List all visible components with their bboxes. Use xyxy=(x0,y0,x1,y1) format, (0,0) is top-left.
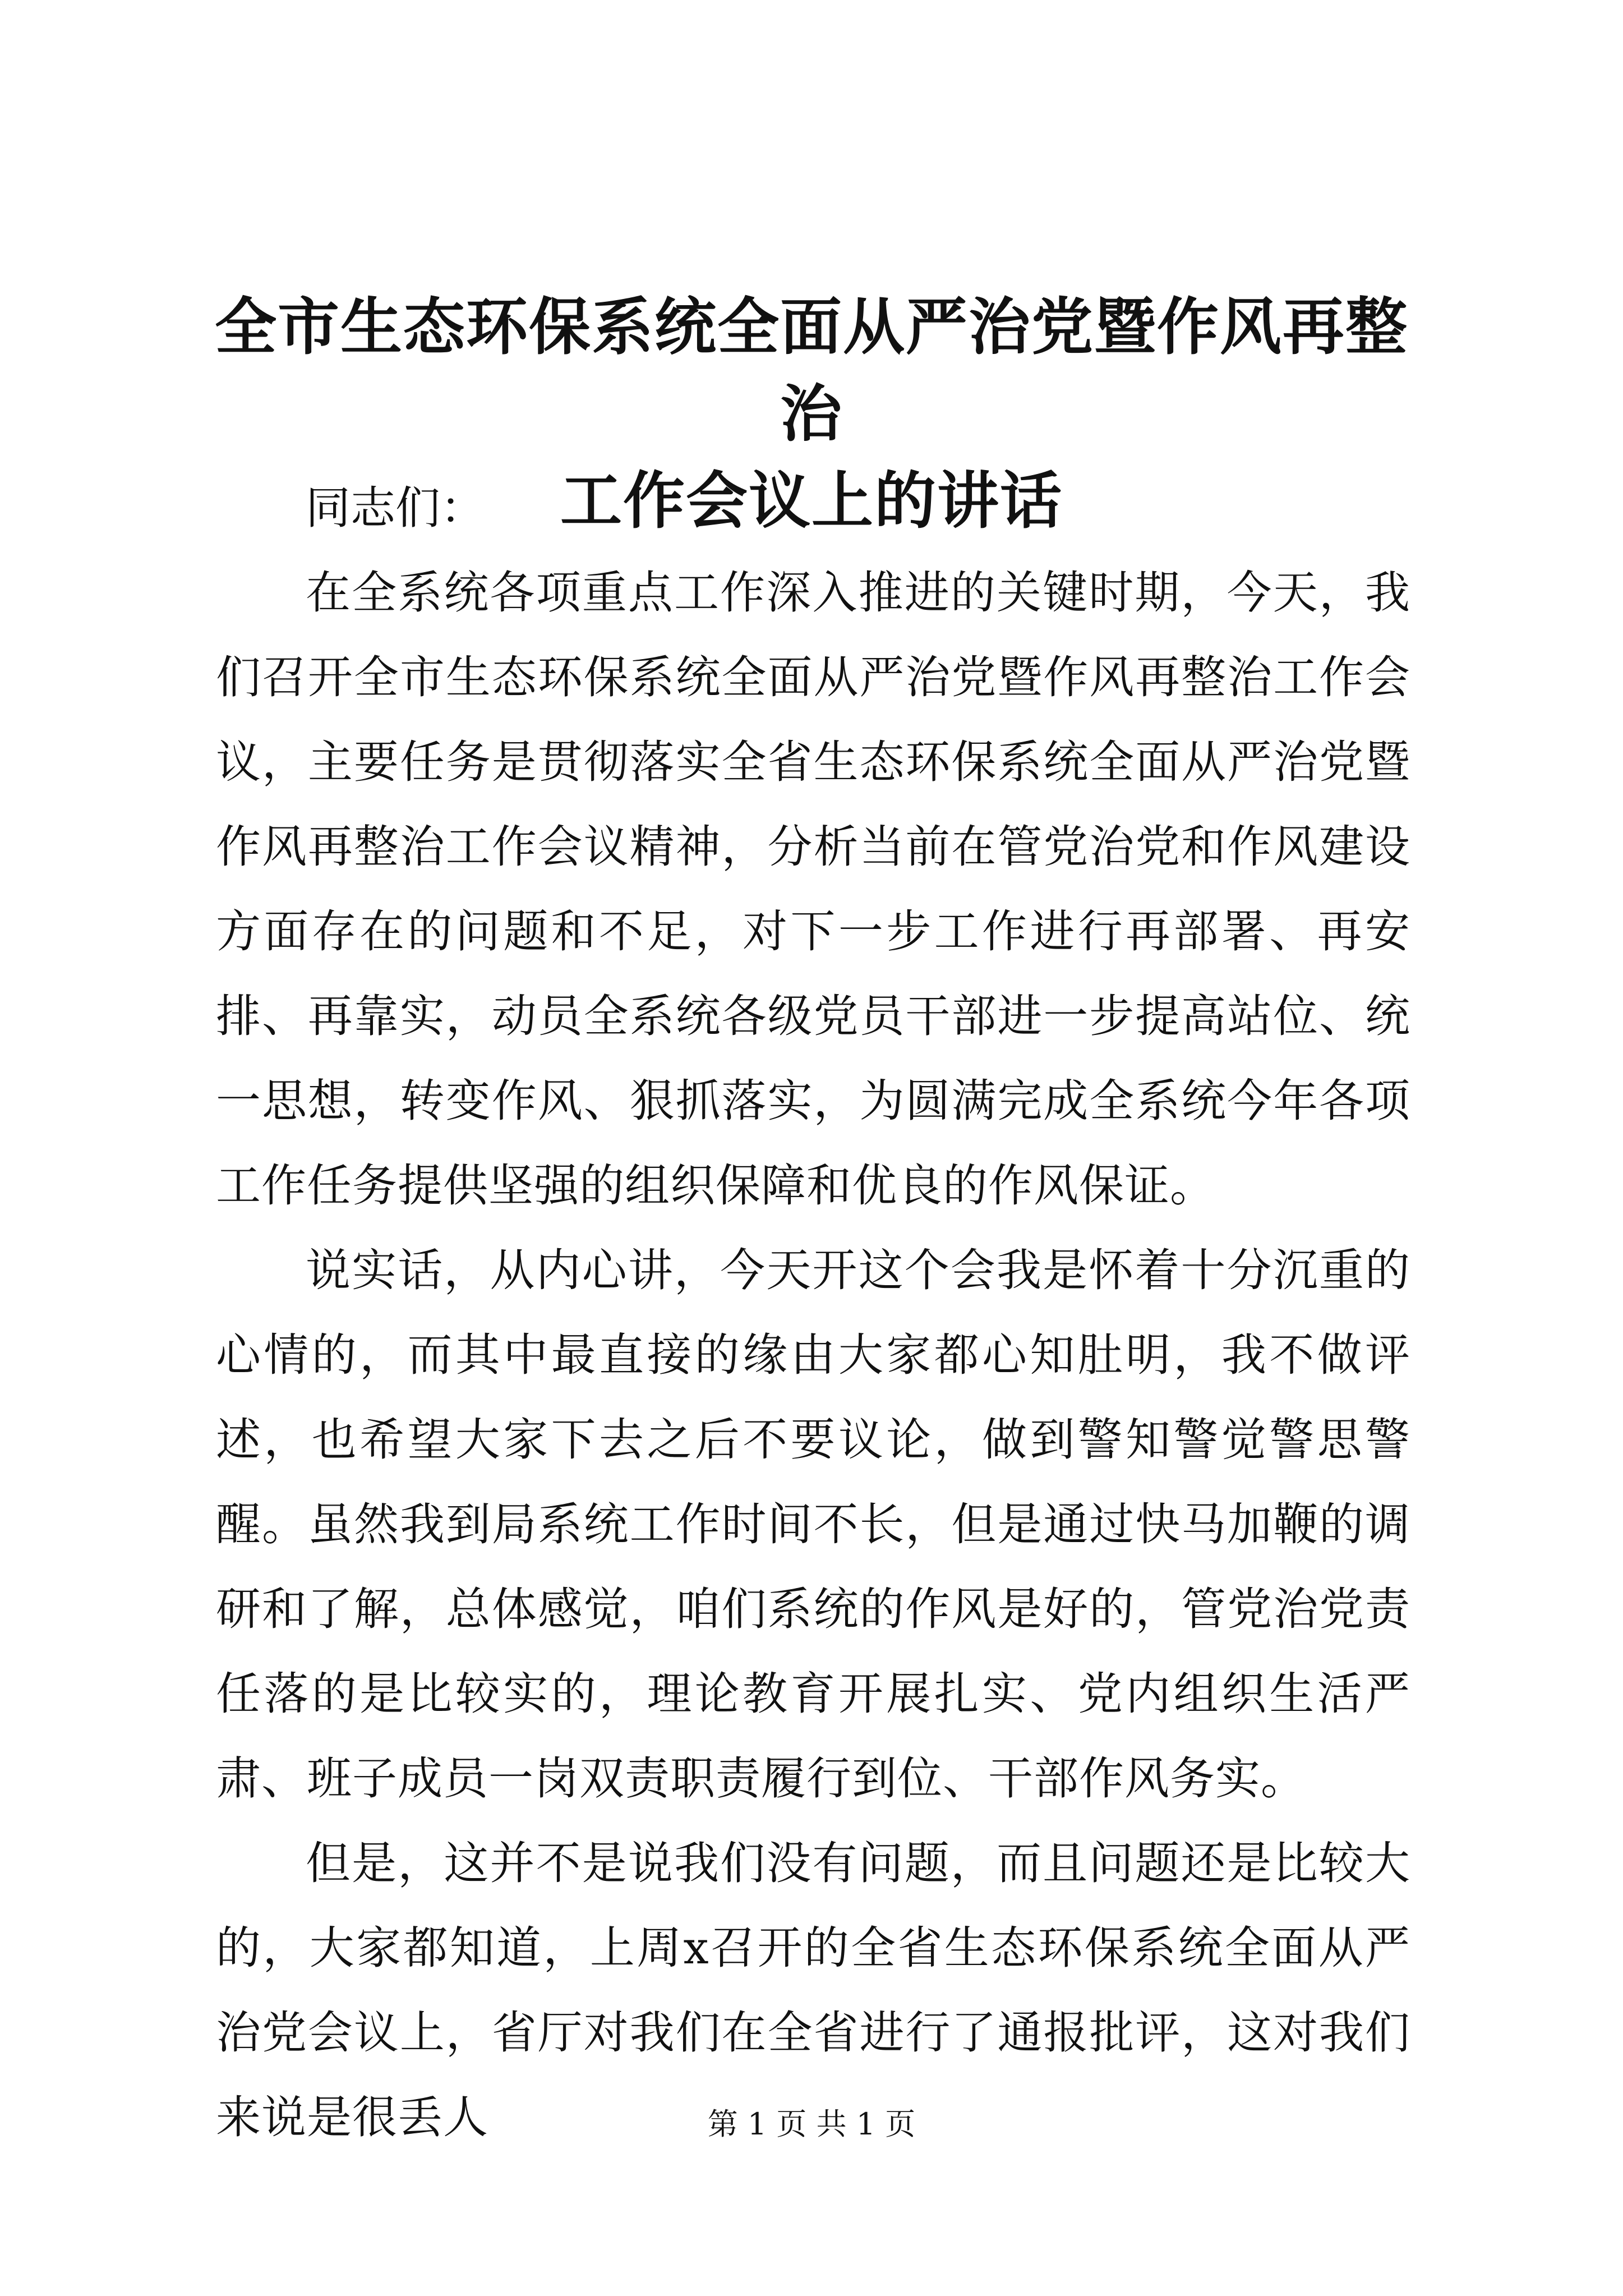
document-body xyxy=(216,466,1410,2160)
paragraph-2: 说实话，从内心讲，今天开这个会我是怀着十分沉重的心情的，而其中最直接的缘由大家都心知肚明，我不做评述，也希望大家下去之后不要议论，做到警知警觉警思警醒。虽然我到局系统工作时间不长，但是通过快马加鞭的调研和了解，总体感觉，咱们系统的作风是好的，管党治党责任落的是比较实的，理论教育开展扎实、党内组织生活严肃、班子成员一岗双责职责履行到位、干部作风务实。 xyxy=(216,1244,1410,1805)
paragraph-3: 但是，这并不是说我们没有问题，而且问题还是比较大的，大家都知道，上周x召开的全省生态环保系统全面从严治党会议上，省厅对我们在全省进行了通报批评，这对我们来说是很丢人 xyxy=(216,1837,1410,2143)
document-title-line-1: 全市生态环保系统全面从严治党暨作风再整治 xyxy=(215,291,1408,450)
document-title-line-2: 工作会议上的讲话 xyxy=(560,464,1063,537)
salutation: 同志们： xyxy=(306,482,485,534)
page-footer xyxy=(0,2105,1623,2144)
paragraph-1: 在全系统各项重点工作深入推进的关键时期，今天，我们召开全市生态环保系统全面从严治党暨作风再整治工作会议，主要任务是贯彻落实全省生态环保系统全面从严治党暨作风再整治工作会议精神，分析当前在管党治党和作风建设方面存在的问题和不足，对下一步工作进行再部署、再安排、再靠实，动员全系统各级党员干部进一步提高站位、统一思想，转变作风、狠抓落实，为圆满完成全系统今年各项工作任务提供坚强的组织保障和优良的作风保证。 xyxy=(216,567,1410,1212)
page-number: 第 1 页 共 1 页 xyxy=(707,2106,916,2142)
